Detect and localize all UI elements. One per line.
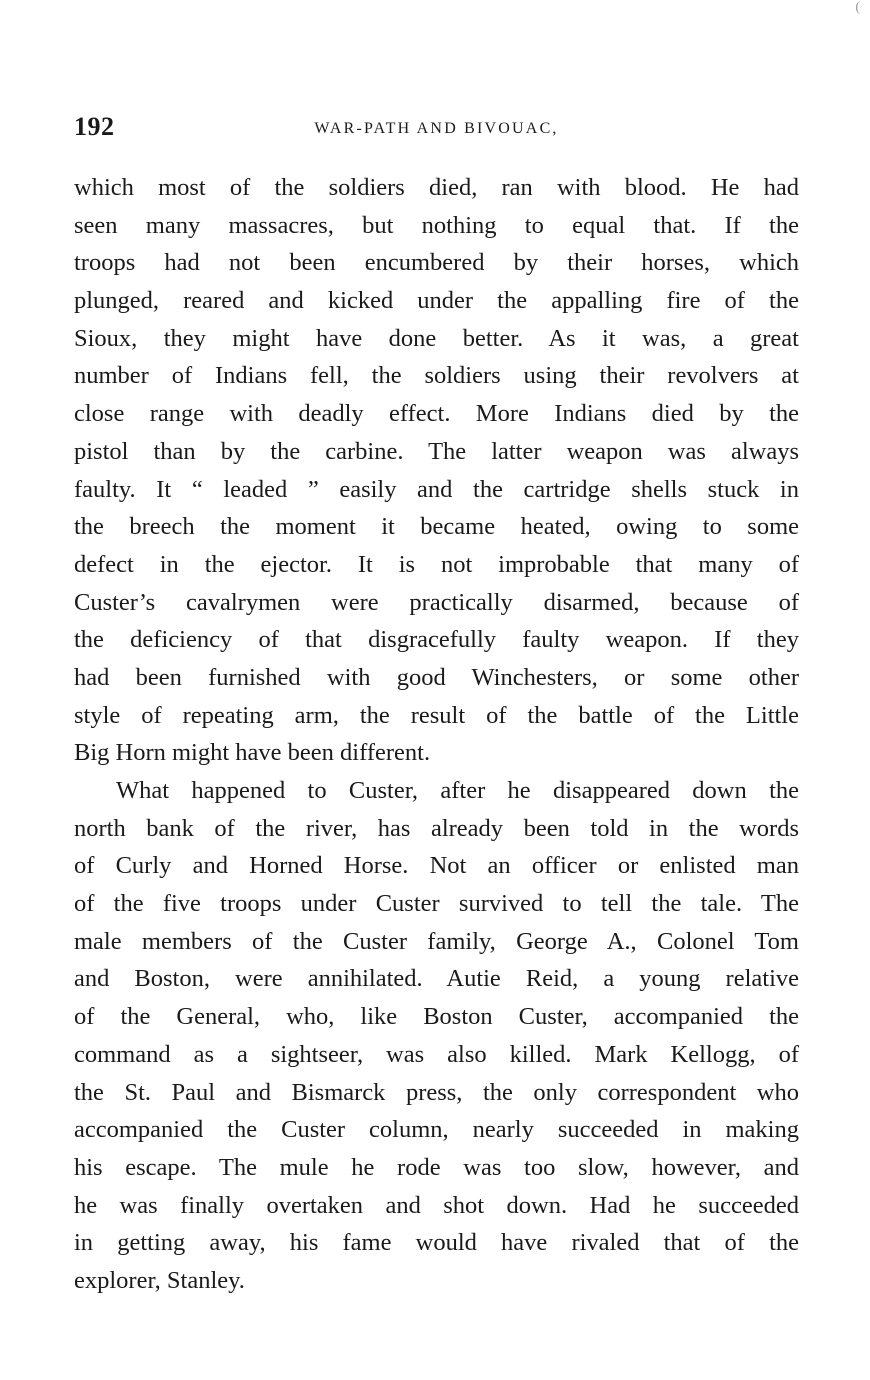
text-line: faulty. It “ leaded ” easily and the cartridge shells stuck in: [74, 475, 799, 503]
text-line: plunged, reared and kicked under the appalling fire of the: [74, 287, 799, 315]
corner-mark: (: [855, 0, 860, 15]
text-line: the St. Paul and Bismarck press, the only correspondent who: [74, 1078, 799, 1106]
text-line: What happened to Custer, after he disappeared down the: [116, 777, 799, 804]
text-line: had been furnished with good Winchesters, or some other: [74, 663, 799, 691]
text-line: command as a sightseer, was also killed. Mark Kellogg, of: [74, 1040, 799, 1068]
text-line: style of repeating arm, the result of the battle of the Little: [74, 701, 799, 729]
text-line: of Curly and Horned Horse. Not an officer or enlisted man: [74, 852, 799, 880]
text-line: Big Horn might have been different.: [74, 739, 431, 767]
text-line: pistol than by the carbine. The latter weapon was always: [74, 437, 799, 465]
running-head: [74, 112, 799, 144]
text-line: accompanied the Custer column, nearly succeeded in making: [74, 1116, 799, 1144]
paragraph-1: [74, 169, 799, 772]
text-line: which most of the soldiers died, ran with blood. He had: [74, 174, 799, 201]
text-line: and Boston, were annihilated. Autie Reid, a young relative: [74, 965, 799, 993]
text-line: close range with deadly effect. More Indians died by the: [74, 400, 799, 428]
text-line: troops had not been encumbered by their horses, which: [74, 249, 799, 277]
text-line: explorer, Stanley.: [74, 1266, 245, 1294]
running-title: WAR-PATH AND BIVOUAC,: [314, 120, 559, 137]
text-line: in getting away, his fame would have rivaled that of the: [74, 1229, 799, 1257]
text-line: north bank of the river, has already been told in the words: [74, 814, 799, 842]
text-line: the deficiency of that disgracefully faulty weapon. If they: [74, 626, 799, 654]
page-number: 192: [74, 112, 115, 141]
body-text: [74, 169, 799, 1300]
text-line: Sioux, they might have done better. As it was, a great: [74, 324, 799, 352]
text-line: the breech the moment it became heated, owing to some: [74, 513, 799, 541]
text-line: number of Indians fell, the soldiers using their revolvers at: [74, 362, 799, 390]
text-line: of the five troops under Custer survived to tell the tale. The: [74, 890, 799, 918]
text-line: Custer’s cavalrymen were practically disarmed, because of: [74, 588, 799, 616]
text-line: defect in the ejector. It is not improbable that many of: [74, 550, 799, 578]
text-line: of the General, who, like Boston Custer, accompanied the: [74, 1003, 799, 1031]
paragraph-2: [74, 772, 799, 1300]
text-line: he was finally overtaken and shot down. Had he succeeded: [74, 1191, 799, 1219]
text-line: his escape. The mule he rode was too slow, however, and: [74, 1153, 799, 1181]
text-line: male members of the Custer family, George A., Colonel Tom: [74, 927, 799, 955]
text-line: seen many massacres, but nothing to equal that. If the: [74, 211, 799, 239]
